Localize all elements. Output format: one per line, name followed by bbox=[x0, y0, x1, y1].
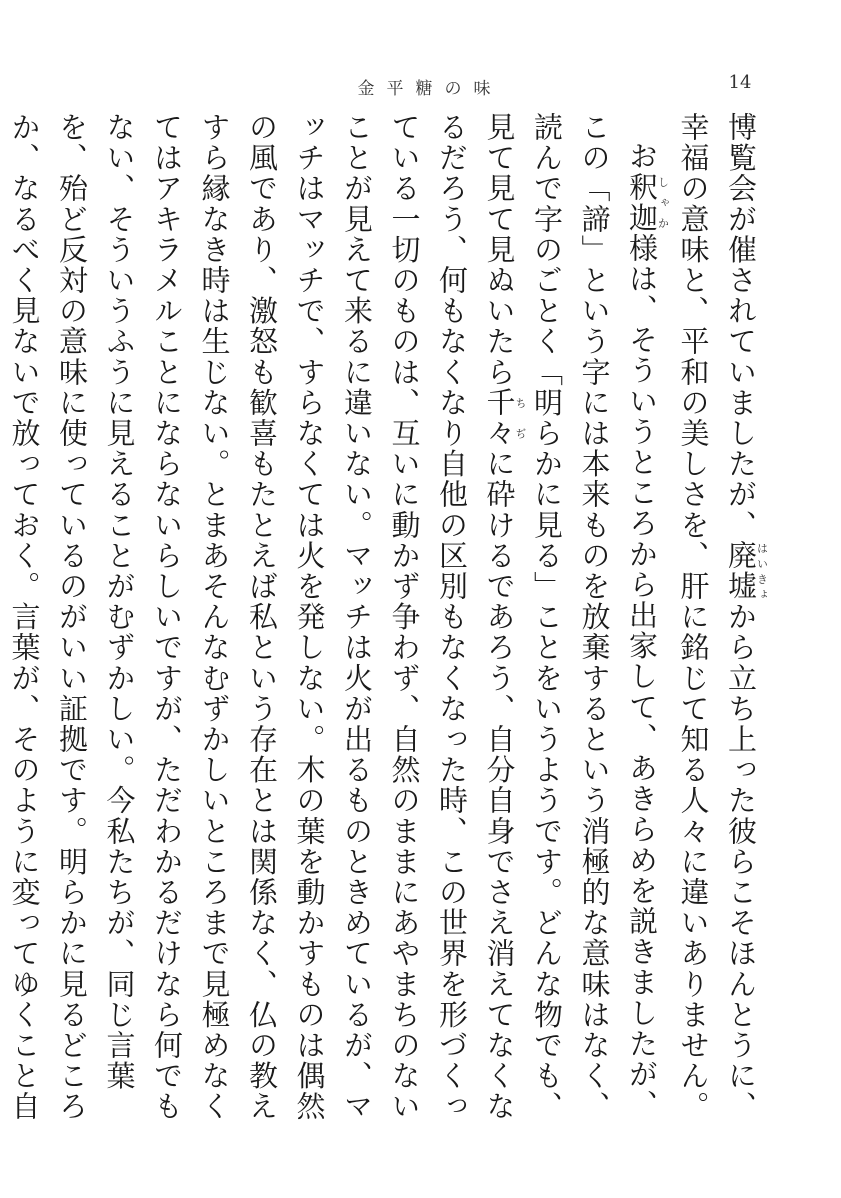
text-run: から立ち上った彼らこそほんとうに、幸福の意味と、平和の美しさを、肝に銘じて知る人々に違いありません。 bbox=[676, 112, 758, 1122]
paragraph bbox=[669, 112, 768, 1122]
running-title: 金平糖の味 bbox=[357, 79, 503, 99]
text-run: お bbox=[625, 141, 659, 172]
ruby-base: 廃墟 bbox=[724, 540, 758, 602]
text-run: に砕けるであろう、自分自身でさえ消えてなくなるだろう、何もなくなり自他の区別もなくなった時、この世界を形づくっている一切のものは、互いに動かず争わず、自然のままにあやまちのないことが見えて来るに違いない。マッチは火が出るものときめているが、マッチはマッチで、すらなくては火を発しない。木の葉を動かすものは偶然の風であり、激怒も歓喜もたとえば私という存在とは関係なく、仏の教えすら縁なき時は生じない。とまあそんなむずかしいところまで見極めなくてはアキラメルことにならないらしいですが、ただわかるだけなら何でもない、そういうふうに見えることがむずかしい。今私たちが、同じ言葉を、殆ど反対の意味に使っているのがいい証拠です。明らかに見るどころか、なるべく見ないで放っておく。言葉が、そのように変ってゆくこと自 bbox=[7, 112, 517, 1122]
ruby-reading: しゃか bbox=[656, 171, 670, 233]
ruby-base: 釈迦 bbox=[625, 171, 659, 233]
paragraph bbox=[0, 112, 669, 1122]
ruby-base: 千々 bbox=[482, 387, 517, 449]
ruby-reading: ちぢ bbox=[514, 387, 527, 449]
ruby-word bbox=[482, 387, 527, 449]
page-number: 14 bbox=[728, 72, 752, 93]
ruby-word bbox=[625, 171, 670, 233]
ruby-reading: はいきょ bbox=[755, 540, 769, 602]
text-run: 博覧会が催されていましたが、 bbox=[724, 112, 758, 541]
ruby-word bbox=[724, 540, 769, 602]
text-run: 様は、そういうところから出家して、あきらめを説きましたが、この「諦」という字には本来ものを放棄するという消極的な意味はなく、読んで字のごとく「明らかに見る」ことをいうようです。どんな物でも、見て見て見ぬいたら bbox=[482, 112, 659, 1122]
body-text bbox=[7, 112, 769, 1122]
